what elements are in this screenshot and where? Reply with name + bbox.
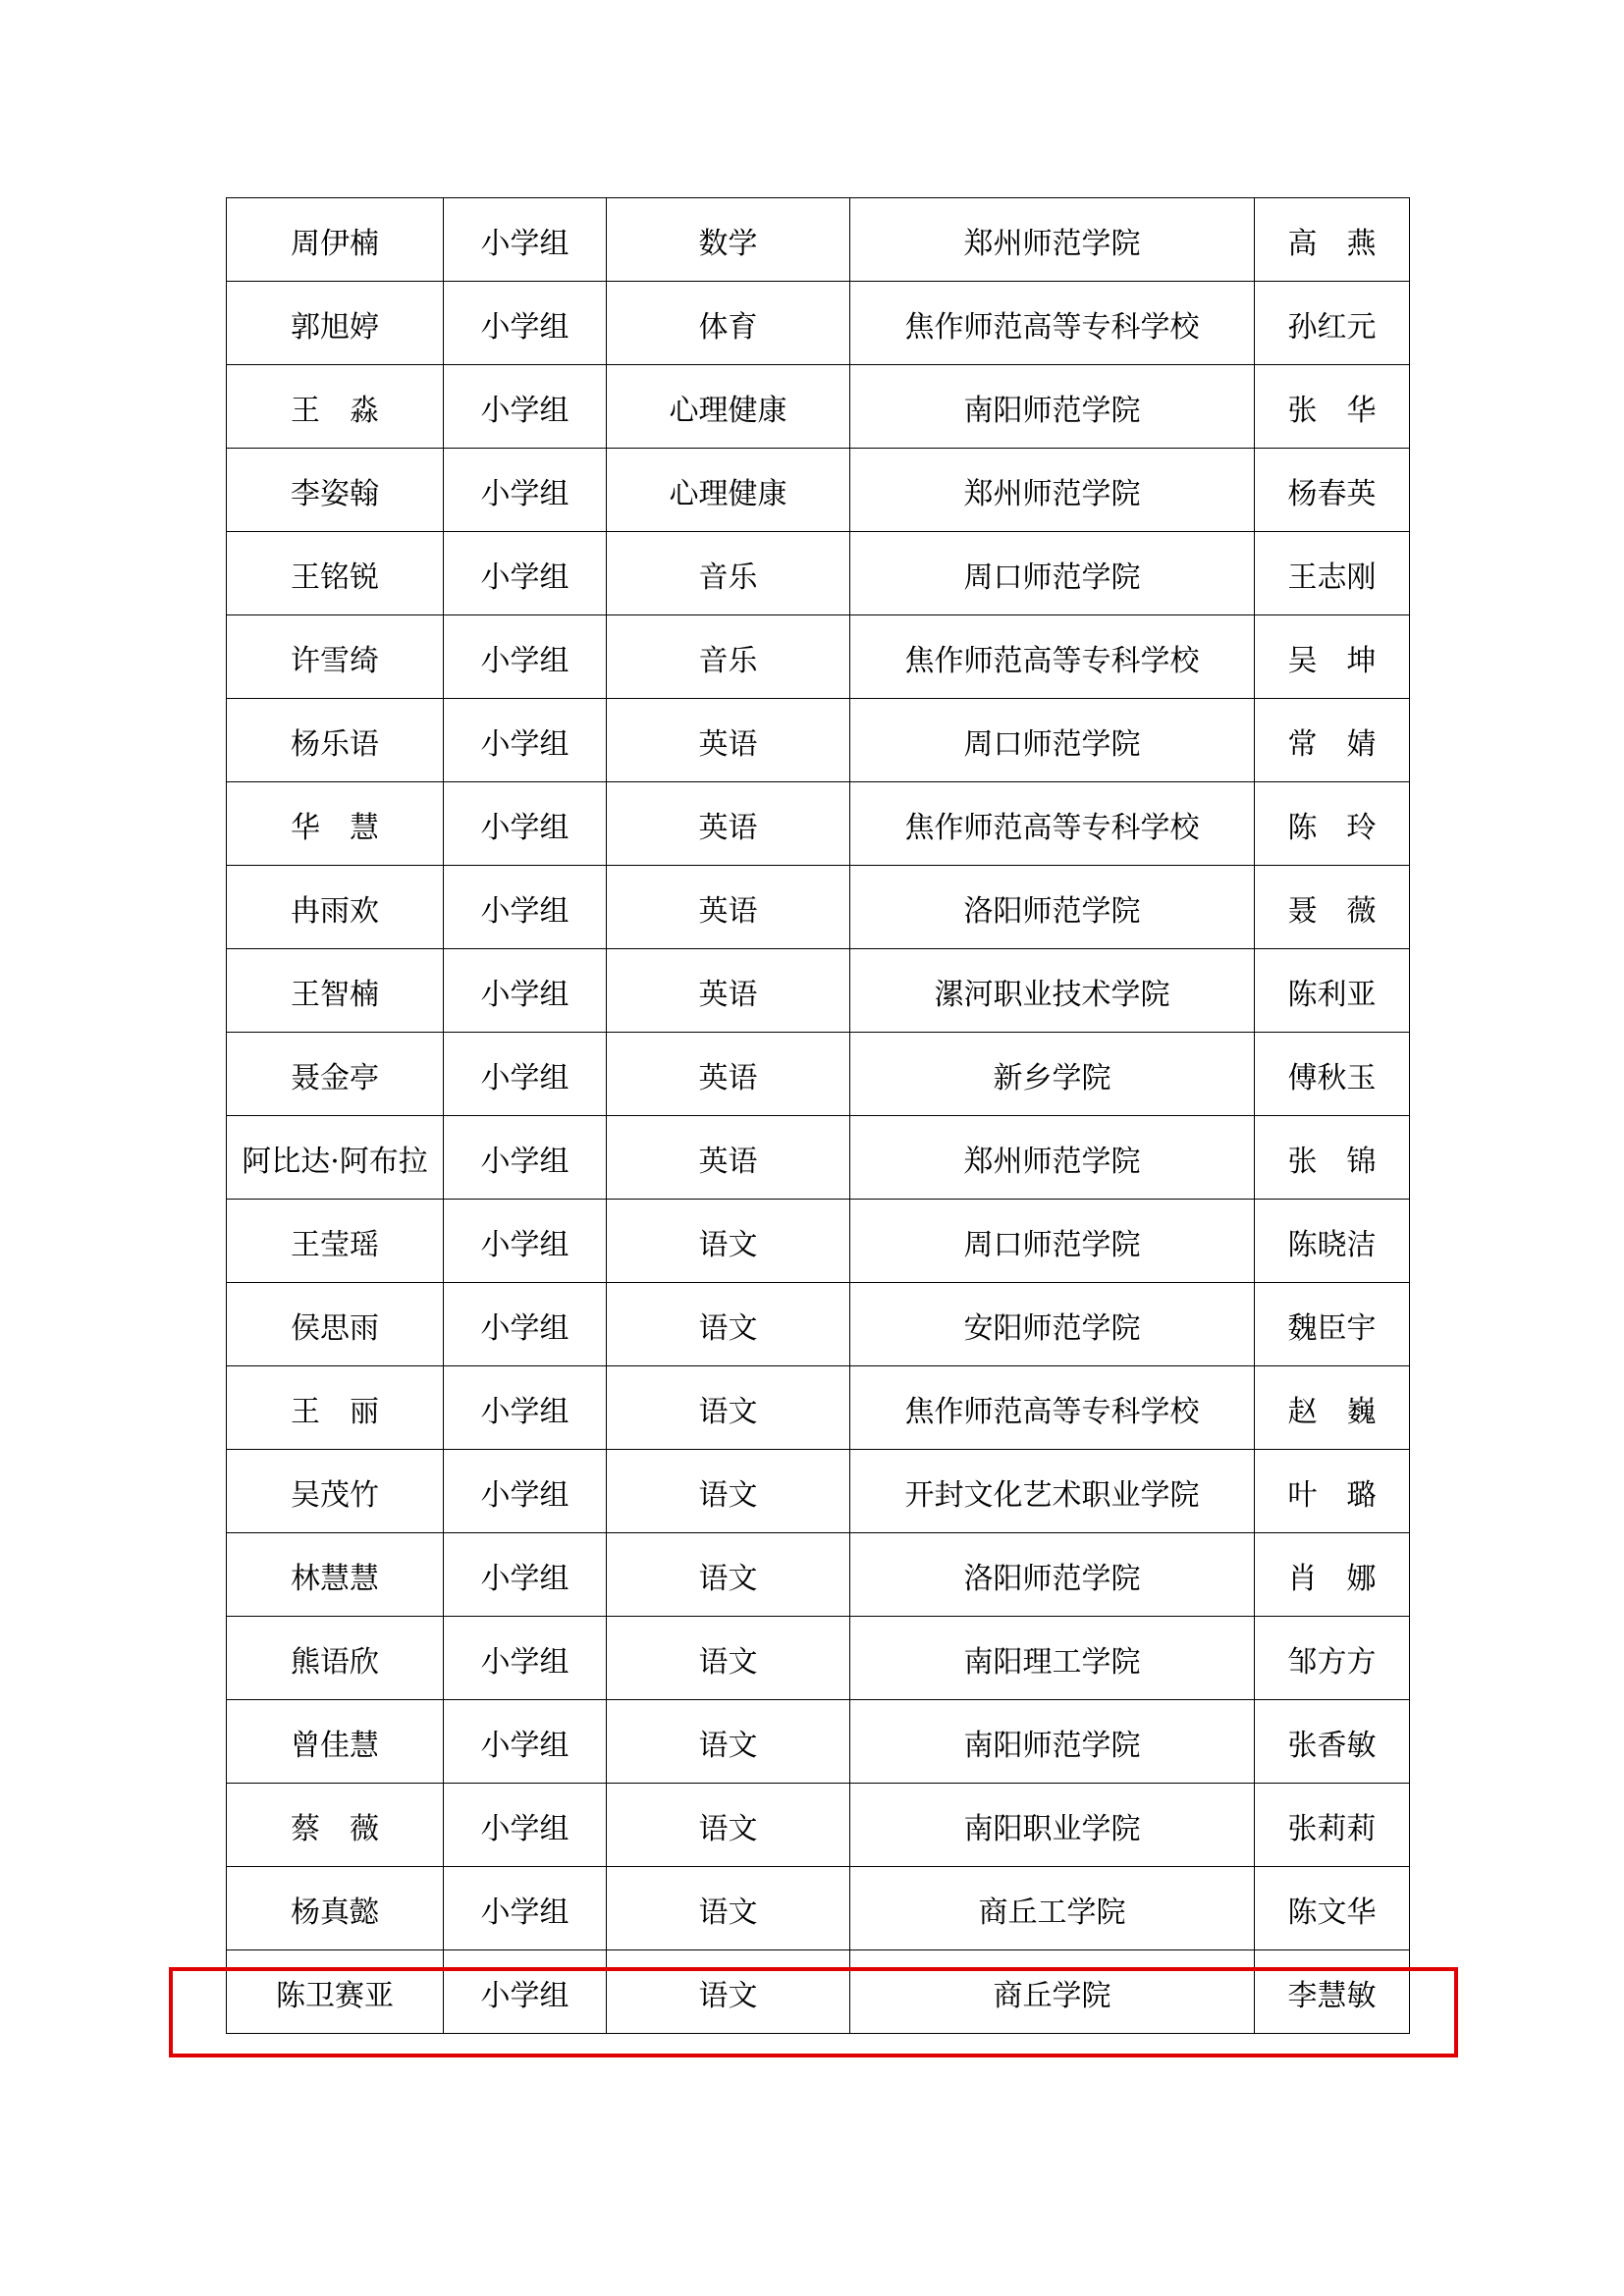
name-cell-text: 林慧慧 <box>291 1562 379 1596</box>
table-row <box>227 449 1410 532</box>
mentor-cell <box>1255 782 1410 866</box>
name-cell <box>227 282 444 365</box>
subject-cell-text: 语文 <box>698 1562 758 1596</box>
group-cell <box>444 365 607 449</box>
group-cell <box>444 782 607 866</box>
group-cell <box>444 1784 607 1867</box>
mentor-cell-text: 张 锦 <box>1287 1145 1377 1179</box>
subject-cell-text: 英语 <box>698 727 758 762</box>
group-cell <box>444 866 607 949</box>
subject-cell-text: 英语 <box>698 811 758 845</box>
table-row <box>227 1700 1410 1784</box>
school-cell-text: 南阳理工学院 <box>963 1645 1141 1680</box>
school-cell-text: 周口师范学院 <box>963 727 1141 762</box>
school-cell <box>850 615 1255 699</box>
table-row <box>227 1867 1410 1950</box>
school-cell-text: 焦作师范高等专科学校 <box>904 811 1200 845</box>
name-cell-text: 王智楠 <box>291 978 379 1012</box>
school-cell-text: 南阳师范学院 <box>963 394 1141 428</box>
mentor-cell-text: 张莉莉 <box>1287 1812 1377 1846</box>
subject-cell-text: 数学 <box>698 227 758 261</box>
group-cell <box>444 1450 607 1533</box>
group-cell-text: 小学组 <box>480 1729 569 1763</box>
name-cell <box>227 1867 444 1950</box>
group-cell-text: 小学组 <box>480 1395 569 1429</box>
group-cell-text: 小学组 <box>480 310 569 345</box>
school-cell-text: 洛阳师范学院 <box>963 1562 1141 1596</box>
name-cell-text: 聂金亭 <box>291 1061 379 1095</box>
mentor-cell <box>1255 1283 1410 1366</box>
subject-cell <box>607 1950 850 2034</box>
school-cell-text: 新乡学院 <box>993 1061 1111 1095</box>
mentor-cell <box>1255 1700 1410 1784</box>
name-cell <box>227 1950 444 2034</box>
name-cell-text: 阿比达·阿布拉 <box>242 1145 428 1179</box>
school-cell-text: 周口师范学院 <box>963 561 1141 595</box>
name-cell-text: 王莹瑶 <box>291 1228 379 1262</box>
name-cell <box>227 449 444 532</box>
name-cell-text: 曾佳慧 <box>291 1729 379 1763</box>
name-cell <box>227 532 444 615</box>
name-cell <box>227 1283 444 1366</box>
mentor-cell <box>1255 1867 1410 1950</box>
subject-cell <box>607 866 850 949</box>
school-cell-text: 安阳师范学院 <box>963 1311 1141 1346</box>
table-row <box>227 198 1410 282</box>
subject-cell-text: 体育 <box>698 310 758 345</box>
school-cell-text: 焦作师范高等专科学校 <box>904 644 1200 678</box>
school-cell <box>850 532 1255 615</box>
name-cell-text: 王 淼 <box>291 394 379 428</box>
table-row <box>227 1450 1410 1533</box>
name-cell <box>227 1033 444 1116</box>
group-cell <box>444 1116 607 1200</box>
school-cell <box>850 1450 1255 1533</box>
mentor-cell-text: 孙红元 <box>1287 310 1377 345</box>
table-row <box>227 1366 1410 1450</box>
name-cell <box>227 1617 444 1700</box>
name-cell <box>227 866 444 949</box>
name-cell-text: 周伊楠 <box>291 227 379 261</box>
name-cell-text: 侯思雨 <box>291 1311 379 1346</box>
school-cell-text: 周口师范学院 <box>963 1228 1141 1262</box>
group-cell <box>444 282 607 365</box>
mentor-cell-text: 肖 娜 <box>1287 1562 1377 1596</box>
mentor-cell-text: 陈 玲 <box>1287 811 1377 845</box>
name-cell-text: 许雪绮 <box>291 644 379 678</box>
name-cell <box>227 1533 444 1617</box>
mentor-cell-text: 陈文华 <box>1287 1896 1377 1930</box>
subject-cell <box>607 1033 850 1116</box>
group-cell-text: 小学组 <box>480 1896 569 1930</box>
subject-cell-text: 心理健康 <box>669 477 787 511</box>
group-cell-text: 小学组 <box>480 394 569 428</box>
table-row <box>227 615 1410 699</box>
subject-cell <box>607 198 850 282</box>
subject-cell-text: 音乐 <box>698 644 758 678</box>
school-cell-text: 南阳职业学院 <box>963 1812 1141 1846</box>
group-cell-text: 小学组 <box>480 1478 569 1513</box>
subject-cell <box>607 615 850 699</box>
name-cell-text: 杨真懿 <box>291 1896 379 1930</box>
subject-cell <box>607 1784 850 1867</box>
name-cell-text: 王铭锐 <box>291 561 379 595</box>
school-cell-text: 商丘学院 <box>993 1979 1111 2013</box>
school-cell-text: 焦作师范高等专科学校 <box>904 1395 1200 1429</box>
name-cell <box>227 782 444 866</box>
group-cell-text: 小学组 <box>480 1228 569 1262</box>
name-cell <box>227 699 444 782</box>
subject-cell <box>607 699 850 782</box>
mentor-cell <box>1255 1116 1410 1200</box>
subject-cell <box>607 1533 850 1617</box>
table-row <box>227 1533 1410 1617</box>
group-cell <box>444 1700 607 1784</box>
table-row <box>227 1283 1410 1366</box>
name-cell-text: 李姿翰 <box>291 477 379 511</box>
school-cell <box>850 1366 1255 1450</box>
name-cell <box>227 198 444 282</box>
table-row <box>227 282 1410 365</box>
mentor-cell <box>1255 365 1410 449</box>
name-cell-text: 杨乐语 <box>291 727 379 762</box>
subject-cell <box>607 1867 850 1950</box>
subject-cell <box>607 282 850 365</box>
school-cell <box>850 1867 1255 1950</box>
school-cell <box>850 699 1255 782</box>
group-cell-text: 小学组 <box>480 894 569 929</box>
group-cell <box>444 949 607 1033</box>
mentor-cell <box>1255 1784 1410 1867</box>
name-cell-text: 陈卫赛亚 <box>276 1979 394 2013</box>
subject-cell-text: 音乐 <box>698 561 758 595</box>
name-cell <box>227 1200 444 1283</box>
group-cell <box>444 1950 607 2034</box>
group-cell-text: 小学组 <box>480 811 569 845</box>
subject-cell-text: 语文 <box>698 1979 758 2013</box>
group-cell <box>444 1533 607 1617</box>
subject-cell-text: 心理健康 <box>669 394 787 428</box>
table-row <box>227 1116 1410 1200</box>
group-cell <box>444 1867 607 1950</box>
subject-cell <box>607 532 850 615</box>
school-cell <box>850 782 1255 866</box>
roster-body <box>227 198 1410 2034</box>
group-cell <box>444 1033 607 1116</box>
name-cell <box>227 1116 444 1200</box>
mentor-cell <box>1255 282 1410 365</box>
school-cell-text: 洛阳师范学院 <box>963 894 1141 929</box>
subject-cell-text: 英语 <box>698 894 758 929</box>
school-cell <box>850 1116 1255 1200</box>
subject-cell <box>607 1450 850 1533</box>
subject-cell-text: 语文 <box>698 1729 758 1763</box>
subject-cell <box>607 1283 850 1366</box>
table-row <box>227 866 1410 949</box>
mentor-cell-text: 赵 巍 <box>1287 1395 1377 1429</box>
table-row <box>227 365 1410 449</box>
group-cell <box>444 1366 607 1450</box>
subject-cell <box>607 1200 850 1283</box>
school-cell-text: 开封文化艺术职业学院 <box>904 1478 1200 1513</box>
group-cell-text: 小学组 <box>480 1562 569 1596</box>
name-cell <box>227 949 444 1033</box>
mentor-cell-text: 傅秋玉 <box>1287 1061 1377 1095</box>
subject-cell <box>607 782 850 866</box>
name-cell-text: 吴茂竹 <box>291 1478 379 1513</box>
subject-cell-text: 语文 <box>698 1395 758 1429</box>
mentor-cell <box>1255 1450 1410 1533</box>
mentor-cell <box>1255 532 1410 615</box>
school-cell <box>850 449 1255 532</box>
table-row <box>227 1200 1410 1283</box>
name-cell <box>227 1700 444 1784</box>
mentor-cell <box>1255 1617 1410 1700</box>
table-row <box>227 1784 1410 1867</box>
group-cell <box>444 532 607 615</box>
mentor-cell-text: 张香敏 <box>1287 1729 1377 1763</box>
subject-cell-text: 英语 <box>698 1145 758 1179</box>
group-cell-text: 小学组 <box>480 978 569 1012</box>
name-cell <box>227 365 444 449</box>
subject-cell-text: 语文 <box>698 1896 758 1930</box>
school-cell <box>850 282 1255 365</box>
subject-cell-text: 英语 <box>698 1061 758 1095</box>
school-cell-text: 漯河职业技术学院 <box>934 978 1170 1012</box>
mentor-cell-text: 杨春英 <box>1287 477 1377 511</box>
school-cell <box>850 1283 1255 1366</box>
mentor-cell <box>1255 1533 1410 1617</box>
group-cell-text: 小学组 <box>480 1812 569 1846</box>
mentor-cell-text: 陈利亚 <box>1287 978 1377 1012</box>
subject-cell-text: 语文 <box>698 1228 758 1262</box>
subject-cell <box>607 365 850 449</box>
group-cell <box>444 699 607 782</box>
group-cell-text: 小学组 <box>480 1311 569 1346</box>
group-cell-text: 小学组 <box>480 1061 569 1095</box>
school-cell <box>850 1617 1255 1700</box>
mentor-cell-text: 李慧敏 <box>1287 1979 1377 2013</box>
school-cell <box>850 1700 1255 1784</box>
group-cell-text: 小学组 <box>480 477 569 511</box>
school-cell <box>850 1784 1255 1867</box>
school-cell-text: 郑州师范学院 <box>963 227 1141 261</box>
table-row <box>227 782 1410 866</box>
name-cell-text: 冉雨欢 <box>291 894 379 929</box>
school-cell <box>850 1950 1255 2034</box>
mentor-cell <box>1255 1033 1410 1116</box>
group-cell <box>444 449 607 532</box>
school-cell-text: 商丘工学院 <box>978 1896 1126 1930</box>
name-cell-text: 蔡 薇 <box>291 1812 379 1846</box>
subject-cell-text: 英语 <box>698 978 758 1012</box>
subject-cell-text: 语文 <box>698 1645 758 1680</box>
mentor-cell-text: 聂 薇 <box>1287 894 1377 929</box>
subject-cell-text: 语文 <box>698 1812 758 1846</box>
subject-cell <box>607 1366 850 1450</box>
name-cell <box>227 615 444 699</box>
school-cell-text: 南阳师范学院 <box>963 1729 1141 1763</box>
school-cell-text: 郑州师范学院 <box>963 1145 1141 1179</box>
mentor-cell <box>1255 1366 1410 1450</box>
mentor-cell-text: 叶 璐 <box>1287 1478 1377 1513</box>
name-cell <box>227 1366 444 1450</box>
mentor-cell <box>1255 866 1410 949</box>
school-cell <box>850 198 1255 282</box>
name-cell-text: 郭旭婷 <box>291 310 379 345</box>
mentor-cell <box>1255 1950 1410 2034</box>
group-cell-text: 小学组 <box>480 644 569 678</box>
mentor-cell-text: 邹方方 <box>1287 1645 1377 1680</box>
group-cell-text: 小学组 <box>480 1145 569 1179</box>
mentor-cell-text: 张 华 <box>1287 394 1377 428</box>
school-cell <box>850 1533 1255 1617</box>
mentor-cell-text: 陈晓洁 <box>1287 1228 1377 1262</box>
mentor-cell <box>1255 615 1410 699</box>
group-cell-text: 小学组 <box>480 727 569 762</box>
table-row <box>227 532 1410 615</box>
mentor-cell <box>1255 949 1410 1033</box>
mentor-cell-text: 吴 坤 <box>1287 644 1377 678</box>
subject-cell <box>607 1700 850 1784</box>
group-cell-text: 小学组 <box>480 1645 569 1680</box>
mentor-cell-text: 常 婧 <box>1287 727 1377 762</box>
table-row <box>227 1617 1410 1700</box>
name-cell <box>227 1784 444 1867</box>
subject-cell <box>607 1116 850 1200</box>
subject-cell <box>607 949 850 1033</box>
subject-cell <box>607 449 850 532</box>
name-cell-text: 王 丽 <box>291 1395 379 1429</box>
school-cell <box>850 1033 1255 1116</box>
group-cell <box>444 615 607 699</box>
group-cell-text: 小学组 <box>480 1979 569 2013</box>
name-cell-text: 熊语欣 <box>291 1645 379 1680</box>
school-cell-text: 郑州师范学院 <box>963 477 1141 511</box>
table-row <box>227 949 1410 1033</box>
table-row <box>227 1950 1410 2034</box>
mentor-cell <box>1255 699 1410 782</box>
table-row <box>227 699 1410 782</box>
school-cell <box>850 1200 1255 1283</box>
school-cell <box>850 866 1255 949</box>
group-cell-text: 小学组 <box>480 227 569 261</box>
mentor-cell-text: 王志刚 <box>1287 561 1377 595</box>
subject-cell-text: 语文 <box>698 1311 758 1346</box>
group-cell <box>444 1283 607 1366</box>
school-cell <box>850 949 1255 1033</box>
mentor-cell <box>1255 198 1410 282</box>
school-cell-text: 焦作师范高等专科学校 <box>904 310 1200 345</box>
group-cell <box>444 1617 607 1700</box>
mentor-cell-text: 魏臣宇 <box>1287 1311 1377 1346</box>
mentor-cell <box>1255 1200 1410 1283</box>
name-cell <box>227 1450 444 1533</box>
subject-cell-text: 语文 <box>698 1478 758 1513</box>
mentor-cell-text: 高 燕 <box>1287 227 1377 261</box>
name-cell-text: 华 慧 <box>291 811 379 845</box>
subject-cell <box>607 1617 850 1700</box>
mentor-cell <box>1255 449 1410 532</box>
group-cell <box>444 1200 607 1283</box>
group-cell-text: 小学组 <box>480 561 569 595</box>
table-row <box>227 1033 1410 1116</box>
roster-table <box>226 197 1410 2034</box>
school-cell <box>850 365 1255 449</box>
group-cell <box>444 198 607 282</box>
